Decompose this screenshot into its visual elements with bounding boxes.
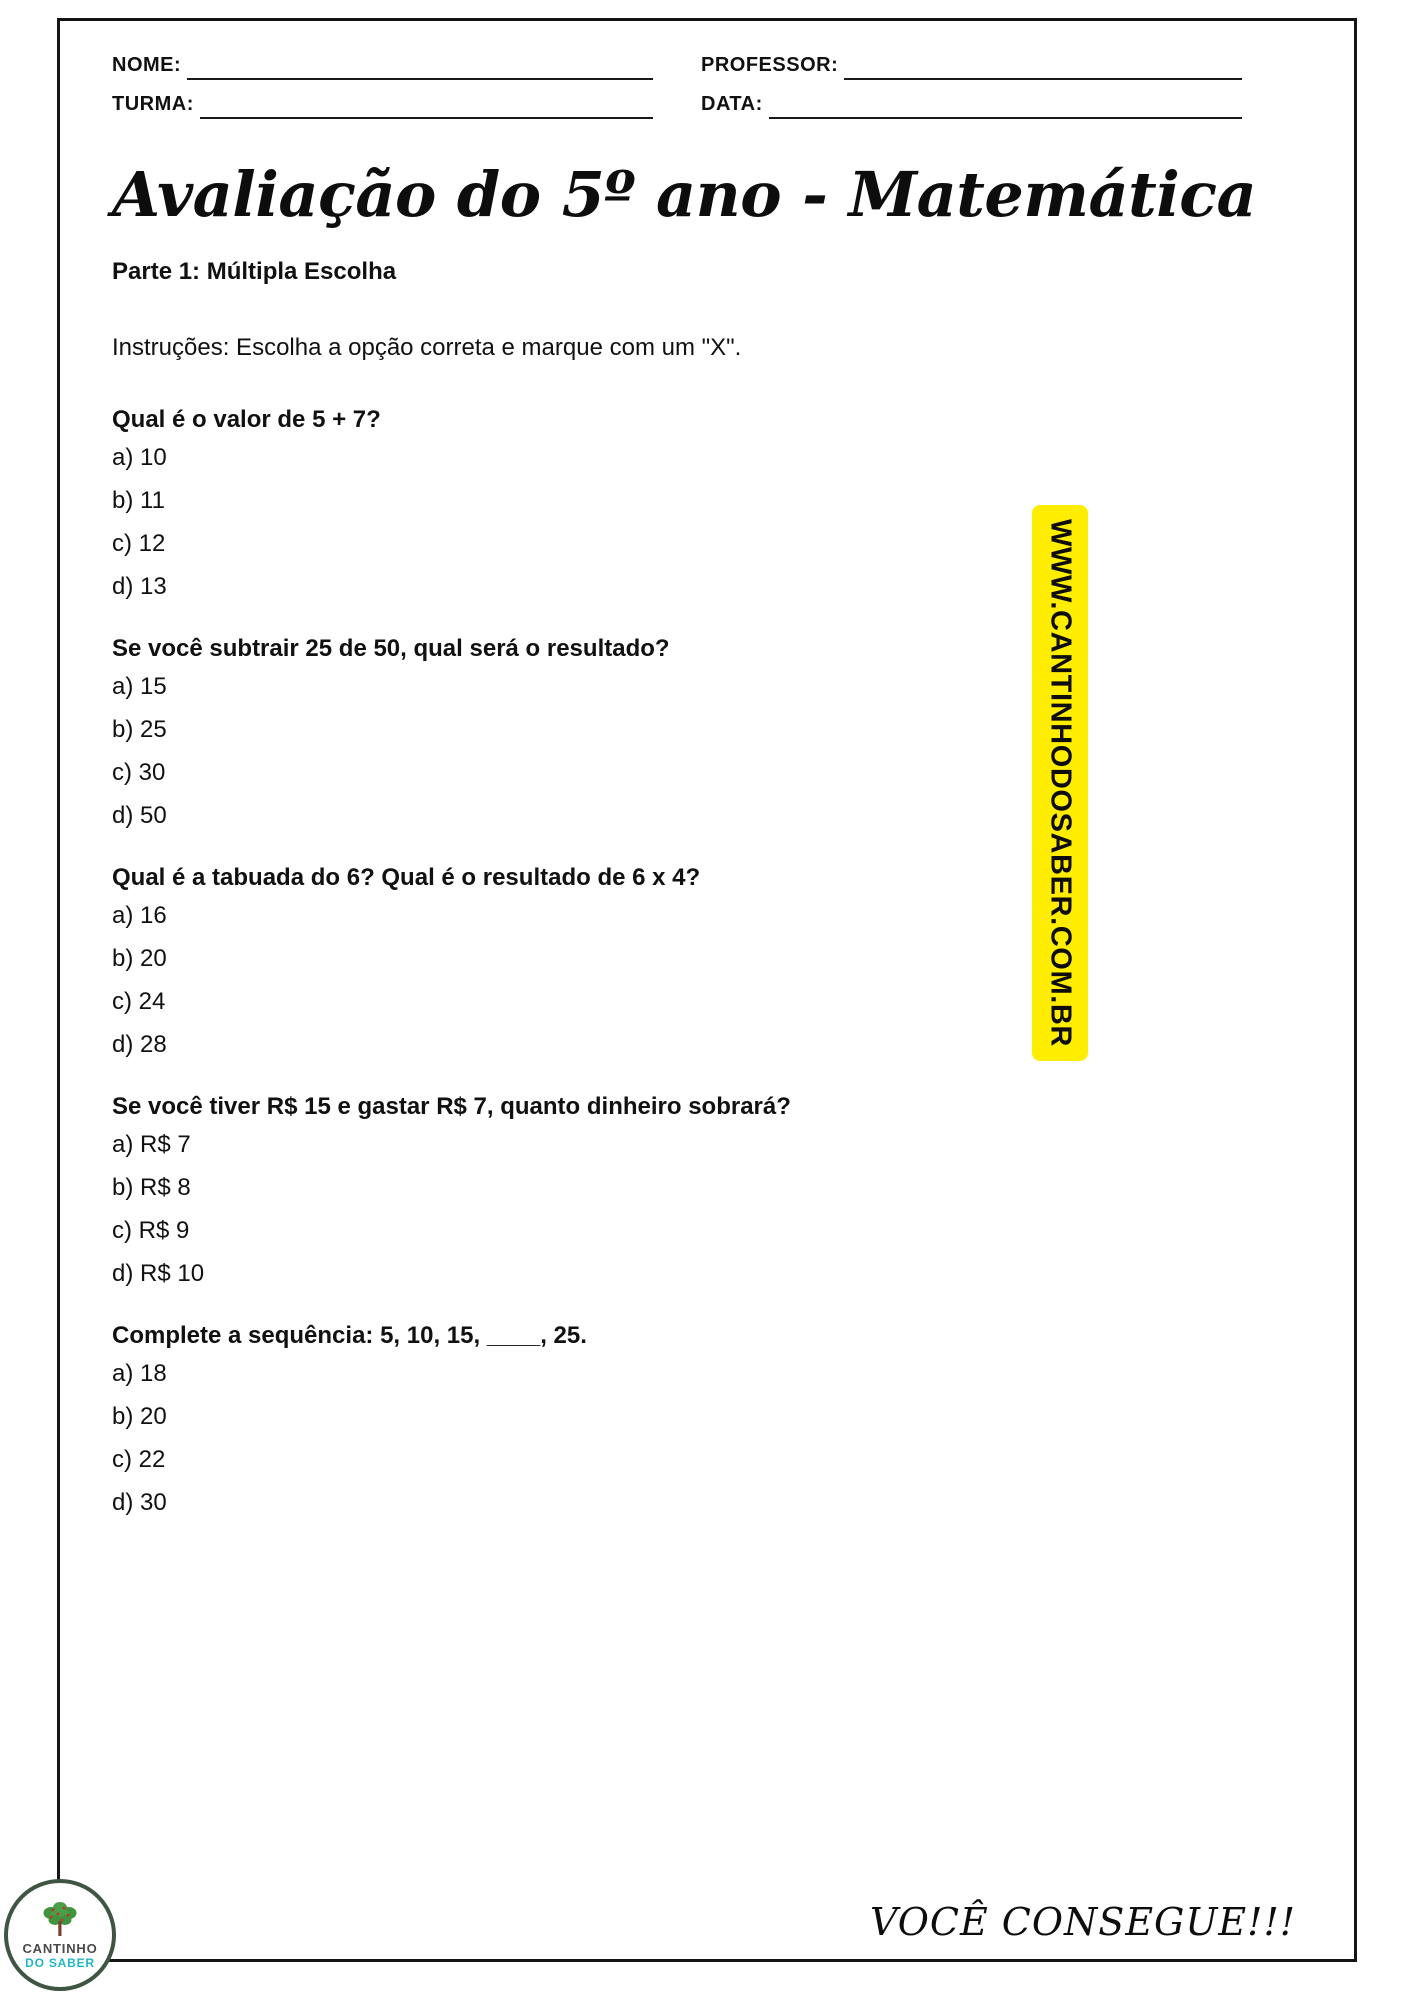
answer-option[interactable]: b) 20 xyxy=(112,945,167,972)
tree-icon xyxy=(39,1900,81,1940)
answer-option[interactable]: b) 25 xyxy=(112,716,167,743)
answer-option[interactable]: a) R$ 7 xyxy=(112,1131,191,1158)
website-badge-text: WWW.CANTINHODOSABER.COM.BR xyxy=(1044,519,1077,1047)
answer-option[interactable]: a) 18 xyxy=(112,1360,167,1387)
answer-option[interactable]: a) 10 xyxy=(112,444,167,471)
field-turma[interactable] xyxy=(112,91,653,119)
answer-option[interactable]: c) 22 xyxy=(112,1446,166,1473)
answer-option[interactable]: a) 16 xyxy=(112,902,167,929)
question-block xyxy=(112,408,972,599)
answer-option[interactable]: d) 28 xyxy=(112,1031,167,1058)
student-info-header xyxy=(112,52,1242,130)
question-text: Qual é a tabuada do 6? Qual é o resultado de 6 x 4? xyxy=(112,864,701,891)
page-title: Avaliação do 5º ano - Matemática xyxy=(112,158,1257,231)
field-professor[interactable] xyxy=(701,52,1242,80)
answer-option[interactable]: c) R$ 9 xyxy=(112,1217,190,1244)
answer-option[interactable]: c) 24 xyxy=(112,988,166,1015)
answer-option[interactable]: d) 50 xyxy=(112,802,167,829)
field-nome-line[interactable] xyxy=(187,52,653,80)
field-data-label: DATA: xyxy=(701,93,763,115)
answer-option[interactable]: b) 11 xyxy=(112,487,165,514)
question-block xyxy=(112,1095,972,1286)
field-nome[interactable] xyxy=(112,52,653,80)
question-block xyxy=(112,1324,972,1515)
header-row-2 xyxy=(112,91,1242,119)
brand-logo xyxy=(4,1879,116,1991)
field-turma-line[interactable] xyxy=(200,91,653,119)
field-data[interactable] xyxy=(701,91,1242,119)
answer-option[interactable]: c) 30 xyxy=(112,759,166,786)
logo-subtitle: DO SABER xyxy=(25,1956,95,1970)
field-professor-label: PROFESSOR: xyxy=(701,54,839,76)
question-text: Se você subtrair 25 de 50, qual será o resultado? xyxy=(112,635,670,662)
answer-option[interactable]: d) R$ 10 xyxy=(112,1260,205,1287)
section-subtitle: Parte 1: Múltipla Escolha xyxy=(112,258,397,285)
field-turma-label: TURMA: xyxy=(112,93,194,115)
question-block xyxy=(112,866,972,1057)
field-data-line[interactable] xyxy=(769,91,1242,119)
answer-option[interactable]: d) 30 xyxy=(112,1489,167,1516)
field-professor-line[interactable] xyxy=(844,52,1242,80)
encouragement-text: VOCÊ CONSEGUE!!! xyxy=(869,1900,1296,1944)
website-badge[interactable] xyxy=(1032,505,1088,1061)
logo-name: CANTINHO xyxy=(22,1941,98,1956)
question-text: Qual é o valor de 5 + 7? xyxy=(112,406,381,433)
question-block xyxy=(112,637,972,828)
header-row-1 xyxy=(112,52,1242,80)
answer-option[interactable]: b) 20 xyxy=(112,1403,167,1430)
answer-option[interactable]: d) 13 xyxy=(112,573,167,600)
answer-option[interactable]: a) 15 xyxy=(112,673,167,700)
field-nome-label: NOME: xyxy=(112,54,182,76)
question-text: Se você tiver R$ 15 e gastar R$ 7, quanto dinheiro sobrará? xyxy=(112,1093,791,1120)
questions-list xyxy=(112,408,972,1553)
question-text: Complete a sequência: 5, 10, 15, ____, 25. xyxy=(112,1322,587,1349)
instructions-text: Instruções: Escolha a opção correta e marque com um "X". xyxy=(112,334,742,361)
answer-option[interactable]: b) R$ 8 xyxy=(112,1174,191,1201)
answer-option[interactable]: c) 12 xyxy=(112,530,166,557)
